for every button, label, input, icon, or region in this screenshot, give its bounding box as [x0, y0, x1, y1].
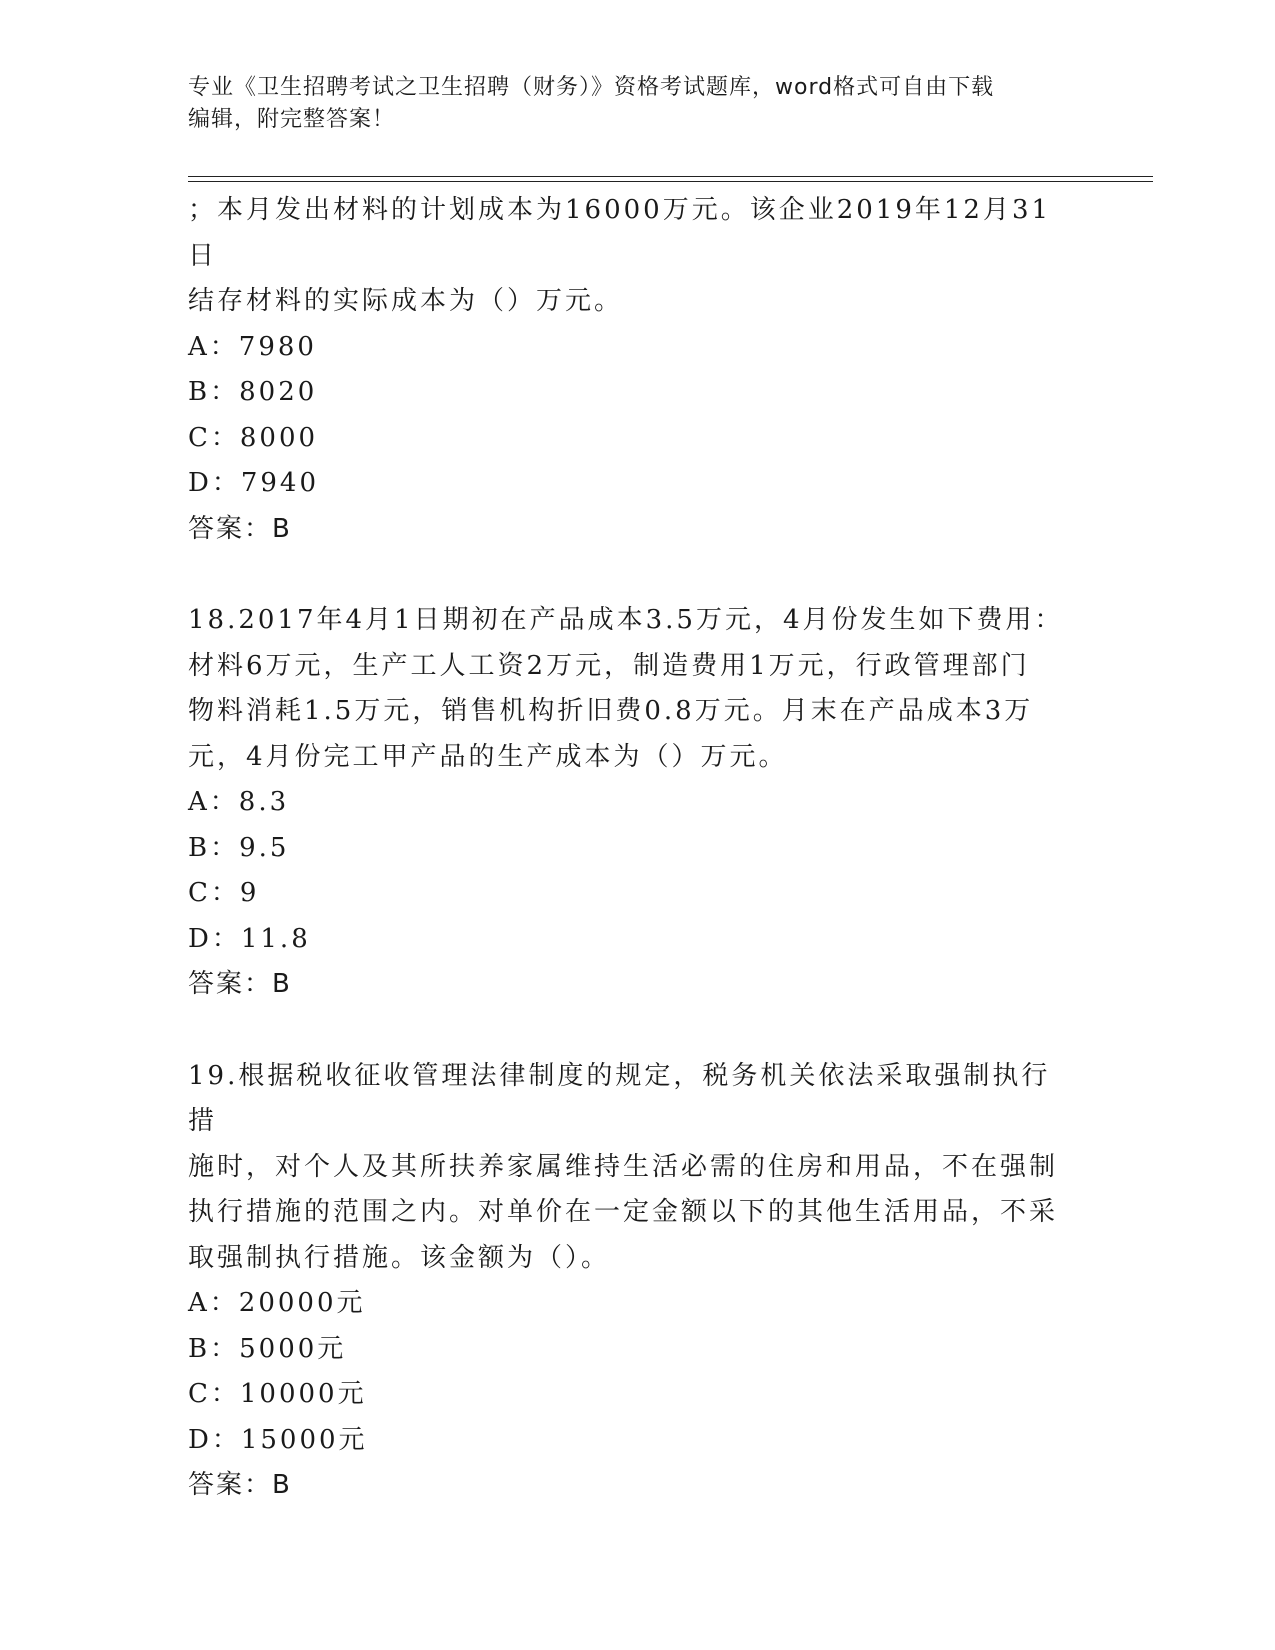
question-stem-line: 结存材料的实际成本为（）万元。 — [188, 286, 624, 316]
question-stem-line: 施时，对个人及其所扶养家属维持生活必需的住房和用品，不在强制 — [188, 1151, 1059, 1182]
document-header — [188, 72, 1068, 136]
answer-line: 答案：B — [188, 1470, 292, 1500]
question-spacer — [188, 1008, 1068, 1054]
header-line-2: 编辑，附完整答案！ — [188, 107, 396, 132]
question-stem-line: 材料6万元，生产工人工资2万元，制造费用1万元，行政管理部门 — [188, 650, 1030, 681]
question-stem-line: 19.根据税收征收管理法律制度的规定，税务机关依法采取强制执行措 — [188, 1060, 1051, 1136]
question-stem-line: 18.2017年4月1日期初在产品成本3.5万元，4月份发生如下费用： — [188, 605, 1064, 635]
question-block — [188, 188, 1068, 552]
option-d: D：11.8 — [188, 923, 311, 954]
option-d: D：7940 — [188, 468, 320, 498]
question-stem-line: 物料消耗1.5万元，销售机构折旧费0.8万元。月末在产品成本3万 — [188, 696, 1034, 726]
question-stem-line: 元，4月份完工甲产品的生产成本为（）万元。 — [188, 741, 788, 772]
header-divider-bottom — [188, 181, 1153, 182]
option-a: A：7980 — [188, 331, 317, 362]
option-c: C：9 — [188, 878, 260, 908]
option-b: B：5000元 — [188, 1333, 347, 1364]
header-line-1: 专业《卫生招聘考试之卫生招聘（财务）》资格考试题库，word格式可自由下载 — [188, 75, 995, 100]
option-c: C：8000 — [188, 422, 319, 453]
question-spacer — [188, 552, 1068, 598]
question-block — [188, 1054, 1068, 1509]
question-stem-line: ；本月发出材料的计划成本为16000万元。该企业2019年12月31日 — [188, 195, 1052, 271]
option-a: A：20000元 — [188, 1288, 366, 1318]
option-a: A：8.3 — [188, 787, 290, 817]
option-b: B：9.5 — [188, 832, 290, 863]
question-list — [188, 188, 1068, 1509]
option-d: D：15000元 — [188, 1424, 368, 1455]
question-stem-line: 取强制执行措施。该金额为（）。 — [188, 1242, 611, 1273]
option-c: C：10000元 — [188, 1379, 367, 1409]
question-block — [188, 598, 1068, 1008]
question-stem-line: 执行措施的范围之内。对单价在一定金额以下的其他生活用品，不采 — [188, 1197, 1059, 1227]
answer-line: 答案：B — [188, 969, 292, 999]
header-divider-top — [188, 176, 1153, 177]
option-b: B：8020 — [188, 377, 318, 407]
answer-line: 答案：B — [188, 513, 292, 544]
